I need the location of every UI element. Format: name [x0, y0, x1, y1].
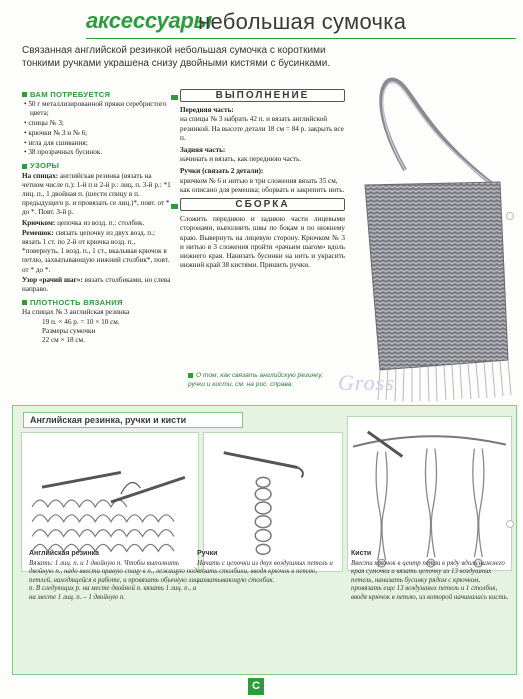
- rib-caption: [29, 550, 201, 603]
- density-line: 22 см × 18 см.: [42, 336, 85, 345]
- left-column: [22, 86, 172, 345]
- header-rule: [86, 38, 516, 39]
- tassels-caption-title: Кисти: [351, 550, 372, 557]
- material-item: • игла для сшивания;: [24, 138, 88, 147]
- handles-caption-title: Ручки: [197, 550, 218, 557]
- assembly-text: Сложить переднюю и заднюю части лицевыми сторонами, выполнить швы по бокам и по нижнему краю. Вывернуть на лицевую сторону. Крючком № 3 и нитью в 3 сложения пройти «рачьим шагом» вдоль нижнего края. Нанизать бусинки на нить и украсить нижний край 38 кистями. Пришить ручки.: [180, 215, 345, 270]
- front-part-title: Передняя часть:: [180, 106, 234, 115]
- back-part-title: Задняя часть:: [180, 146, 226, 155]
- rib-caption-title: Английская резинка: [29, 550, 99, 557]
- material-item: • 38 прозрачных бусинок.: [24, 148, 103, 157]
- density-line: На спицах № 3 английская резинка: [22, 308, 130, 317]
- material-item: • 50 г металлизированной пряжи серебристого цвета;: [24, 100, 167, 118]
- bag-photo: [350, 70, 520, 405]
- density-heading: ПЛОТНОСТЬ ВЯЗАНИЯ: [22, 298, 172, 307]
- materials-heading: ВАМ ПОТРЕБУЕТСЯ: [22, 90, 172, 99]
- handles-caption: [197, 550, 345, 585]
- handles-title: Ручки (связать 2 детали):: [180, 167, 264, 176]
- pattern-item: Ремешок: связать цепочку из двух возд. п.; вязать 1 ст. по 2-й от крючка возд. п., *повернуть, 1 возд. п., 1 ст., вкалывая крючок в петлю, захватывающую нижний столбик*, повт. от * до *.: [22, 228, 170, 274]
- binder-hole: [506, 212, 514, 220]
- handles-caption-text: Начать с цепочки из двух воздушных петель и вязать столбики, вводя крючок в петлю, захватывающую столбик.: [197, 559, 333, 584]
- page-title: небольшая сумочка: [198, 9, 407, 34]
- bullet-square-icon: [22, 92, 27, 97]
- tassel-diagram: [347, 416, 512, 571]
- pattern-item: Узор «рачий шаг»: вязать столбиками, но слева направо.: [22, 275, 171, 294]
- watermark-logo: Gross: [338, 370, 395, 395]
- rib-caption-text: Вязать: 1 лиц. п. и 1 двойную п. Чтобы выполнить двойную п., надо ввести правую спицу в п., лежащую под петлей, находящейся в работе, и провязать обычную лиц. п. В следующих р. на месте двойной п. вязать 1 лиц. п., а на месте 1 лиц. п. – 1 двойную п.: [29, 559, 201, 601]
- illustrations-heading: Английская резинка, ручки и кисти: [23, 412, 243, 428]
- middle-column: [180, 86, 345, 273]
- section-category: аксессуары: [86, 8, 213, 33]
- tassels-caption-text: Ввести крючок в центр петли в ряду вдоль нижнего края сумочки и вязать цепочку из 13 воздушных петель, нанизать бусинку рядом с крючком, провязать еще 13 воздушных петель и 1 столбик, вводя крючок в петлю, из которой начиналась кисть.: [351, 559, 509, 601]
- handles-text: крючком № 6 и нитью в три сложения вязать 35 см, как описано для ремешка; оборвать и закрепить нить.: [180, 176, 345, 194]
- page-header: [86, 8, 516, 38]
- illustrations-panel: [12, 405, 517, 675]
- bullet-square-icon: [22, 164, 27, 169]
- patterns-heading: УЗОРЫ: [22, 161, 172, 170]
- photo-caption: О том, как связать английскую резинку, ручки и кисти, см. на рис. справа.: [188, 372, 323, 388]
- tassels-caption: [351, 550, 511, 603]
- bullet-square-icon: [22, 300, 27, 305]
- execution-heading: ВЫПОЛНЕНИЕ: [180, 89, 345, 102]
- density-line: 19 п. × 46 р. = 10 × 10 см.: [42, 317, 120, 326]
- material-item: • спицы № 3;: [24, 119, 64, 128]
- binder-hole: [506, 520, 514, 528]
- front-part-text: на спицы № 3 набрать 42 п. и вязать английской резинкой. На высоте детали 18 см = 84 р. закрыть все п.: [180, 115, 344, 142]
- density-line: Размеры сумочки: [42, 326, 96, 335]
- bullet-square-icon: [188, 373, 193, 378]
- page-letter: С: [248, 678, 264, 695]
- back-part-text: начинать и вязать, как переднюю часть.: [180, 155, 302, 164]
- assembly-heading: СБОРКА: [180, 198, 345, 211]
- pattern-item: На спицах: английская резинка (вязать на четном числе п.): 1-й п и 2-й р.: лиц. п. 3-й р.: *1 лиц. п., 1 двойная п. (шести спицу в п. предыдущего р. и провязать се лиц.)*, повт. от * до *. Повт. 3-й р.: [22, 171, 171, 217]
- pattern-item: Крючком: цепочка из возд. п.: столбик.: [22, 218, 145, 227]
- intro-text: Связанная английской резинкой небольшая сумочка с короткими тонкими ручками украшена снизу двойными кистями с бусинками.: [22, 45, 331, 69]
- material-item: • крючки № 3 и № 6;: [24, 128, 88, 137]
